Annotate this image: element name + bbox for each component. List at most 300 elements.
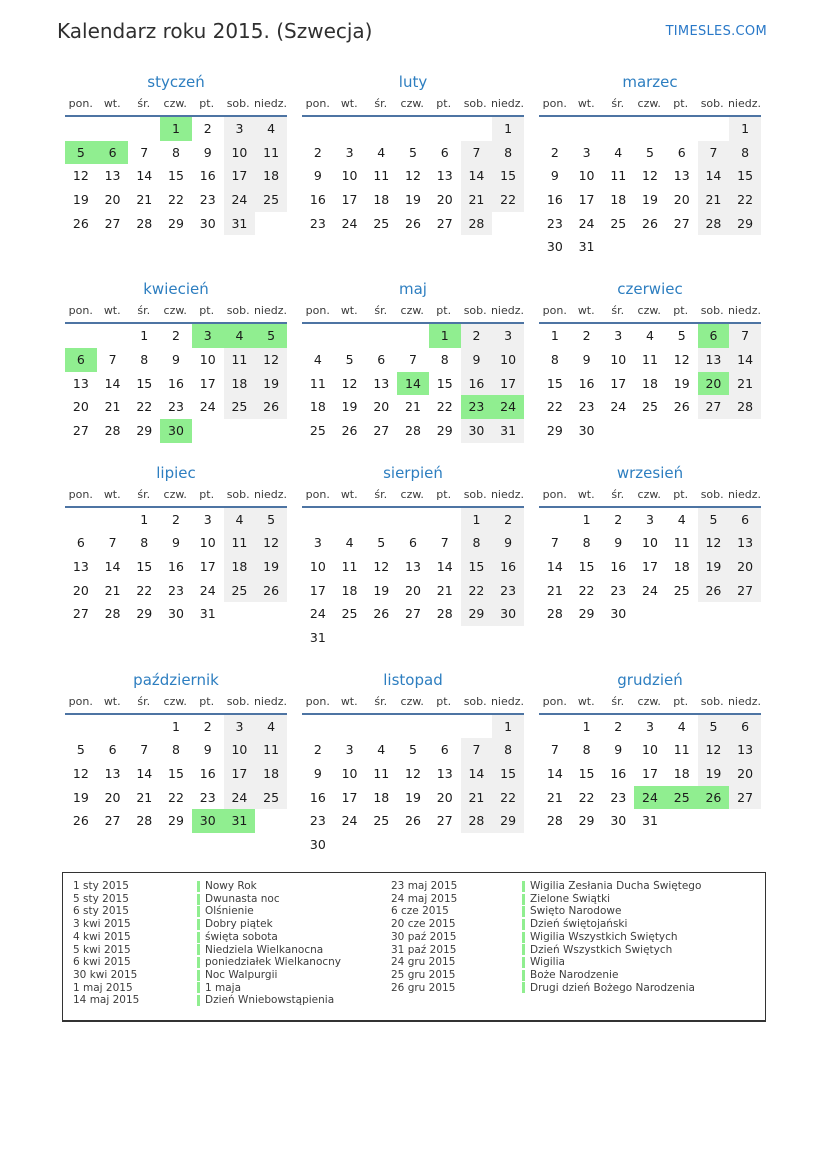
legend-holiday-label: Święto Narodowe bbox=[530, 905, 622, 918]
week-row bbox=[539, 715, 761, 739]
week-row bbox=[65, 579, 287, 603]
week-row bbox=[302, 833, 524, 857]
day-cell: 19 bbox=[341, 399, 358, 415]
day-cell: 13 bbox=[729, 531, 761, 555]
weekday-label: pt. bbox=[199, 694, 215, 708]
day-cell: 9 bbox=[492, 531, 524, 555]
day-cell: 23 bbox=[546, 215, 563, 231]
day-cell: 8 bbox=[492, 738, 524, 762]
day-cell: 21 bbox=[136, 789, 153, 805]
day-cell: 20 bbox=[673, 192, 690, 208]
legend-holiday-label: Noc Walpurgii bbox=[205, 968, 278, 981]
weekday-label: pt. bbox=[436, 487, 452, 501]
day-cell: 16 bbox=[461, 372, 493, 396]
day-cell: 18 bbox=[373, 789, 390, 805]
month-block-2 bbox=[302, 72, 524, 235]
legend-holiday-label: Boże Narodzenie bbox=[530, 968, 619, 981]
legend-date: 6 cze 2015 bbox=[391, 905, 449, 918]
day-cell: 30 bbox=[192, 809, 224, 833]
day-cell: 8 bbox=[140, 351, 149, 367]
month-title: sierpień bbox=[383, 463, 443, 482]
day-cell: 26 bbox=[341, 422, 358, 438]
day-cell: 14 bbox=[136, 168, 153, 184]
day-cell: 28 bbox=[136, 813, 153, 829]
day-cell: 22 bbox=[729, 188, 761, 212]
day-cell: 18 bbox=[309, 399, 326, 415]
day-cell: 18 bbox=[673, 558, 690, 574]
months-grid bbox=[65, 72, 761, 857]
week-row bbox=[302, 141, 524, 165]
day-cell: 12 bbox=[72, 766, 89, 782]
day-cell: 15 bbox=[729, 164, 761, 188]
week-row bbox=[539, 508, 761, 532]
week-row bbox=[539, 141, 761, 165]
day-cell: 24 bbox=[199, 399, 216, 415]
day-cell: 27 bbox=[698, 395, 730, 419]
weekday-label: niedz. bbox=[490, 487, 524, 501]
day-cell: 15 bbox=[168, 766, 184, 782]
day-cell: 25 bbox=[373, 813, 390, 829]
legend-date: 25 gru 2015 bbox=[391, 968, 456, 981]
day-cell: 29 bbox=[729, 212, 761, 236]
day-cell: 20 bbox=[104, 789, 121, 805]
day-cell: 12 bbox=[698, 531, 730, 555]
day-cell-empty bbox=[666, 602, 698, 626]
day-cell: 18 bbox=[255, 762, 287, 786]
month-title: grudzień bbox=[617, 670, 683, 689]
week-row bbox=[539, 348, 761, 372]
day-cell: 8 bbox=[172, 144, 180, 160]
week-row bbox=[65, 602, 287, 626]
week-row bbox=[539, 395, 761, 419]
day-cell: 24 bbox=[610, 399, 627, 415]
day-cell: 29 bbox=[436, 422, 453, 438]
holiday-marker-bar bbox=[522, 919, 525, 930]
day-cell: 18 bbox=[341, 582, 358, 598]
week-row bbox=[65, 117, 287, 141]
weekday-label: sob. bbox=[700, 694, 724, 708]
day-cell: 9 bbox=[313, 766, 322, 782]
month-block-3 bbox=[539, 72, 761, 259]
week-row bbox=[539, 235, 761, 259]
week-row bbox=[539, 809, 761, 833]
day-cell: 14 bbox=[436, 558, 453, 574]
weekday-label: czw. bbox=[637, 304, 661, 318]
week-row bbox=[302, 324, 524, 348]
weekday-label: czw. bbox=[637, 487, 661, 501]
day-cell: 2 bbox=[492, 508, 524, 532]
day-cell: 17 bbox=[642, 766, 658, 782]
legend-holiday-name bbox=[522, 982, 757, 995]
weekday-label: niedz. bbox=[490, 694, 524, 708]
day-cell: 9 bbox=[550, 168, 559, 184]
day-cell: 20 bbox=[104, 192, 121, 208]
day-cell: 23 bbox=[492, 579, 524, 603]
day-cell: 5 bbox=[677, 328, 686, 344]
day-cell: 24 bbox=[634, 786, 666, 810]
day-cell: 19 bbox=[72, 192, 89, 208]
day-cell: 25 bbox=[224, 395, 256, 419]
day-cell: 7 bbox=[140, 144, 149, 160]
month-block-9 bbox=[539, 463, 761, 626]
week-row bbox=[539, 188, 761, 212]
legend-holiday-name bbox=[197, 956, 391, 969]
day-cell: 4 bbox=[377, 144, 386, 160]
weekday-label: pt. bbox=[436, 304, 452, 318]
day-cell: 5 bbox=[76, 742, 85, 758]
weekday-label: niedz. bbox=[490, 304, 524, 318]
weekday-label: czw. bbox=[637, 694, 661, 708]
weekday-label: śr. bbox=[611, 97, 625, 110]
weekday-label: wt. bbox=[577, 304, 595, 318]
day-cell: 12 bbox=[642, 168, 658, 184]
week-row bbox=[302, 164, 524, 188]
weekday-label: wt. bbox=[577, 694, 595, 708]
day-cell: 1 bbox=[492, 715, 524, 739]
day-cell: 10 bbox=[309, 558, 326, 574]
week-row bbox=[65, 141, 287, 165]
day-cell: 28 bbox=[136, 215, 153, 231]
day-cell-empty bbox=[255, 419, 287, 443]
week-row bbox=[65, 419, 287, 443]
day-cell: 2 bbox=[614, 718, 623, 734]
day-cell: 7 bbox=[461, 141, 493, 165]
weekday-label: śr. bbox=[611, 487, 625, 501]
day-cell-empty bbox=[128, 117, 160, 141]
day-cell: 24 bbox=[199, 582, 216, 598]
day-cell-empty bbox=[97, 508, 129, 532]
weekday-label: śr. bbox=[137, 694, 151, 708]
weekday-label: pt. bbox=[436, 694, 452, 708]
day-cell-empty bbox=[397, 833, 429, 857]
day-cell: 16 bbox=[309, 789, 326, 805]
day-cell-empty bbox=[397, 715, 429, 739]
day-cell: 28 bbox=[461, 212, 493, 236]
day-cell: 31 bbox=[224, 809, 256, 833]
month-title: luty bbox=[398, 73, 428, 91]
day-cell: 13 bbox=[72, 375, 89, 391]
week-row bbox=[302, 117, 524, 141]
week-row bbox=[302, 555, 524, 579]
day-cell: 22 bbox=[492, 786, 524, 810]
day-cell: 1 bbox=[140, 511, 149, 527]
day-cell: 4 bbox=[677, 511, 686, 527]
weekday-label: wt. bbox=[340, 694, 358, 708]
day-cell: 29 bbox=[492, 809, 524, 833]
day-cell: 23 bbox=[610, 582, 627, 598]
day-cell: 29 bbox=[578, 813, 595, 829]
day-cell: 6 bbox=[440, 144, 449, 160]
day-cell: 2 bbox=[203, 121, 212, 136]
legend-holiday-name bbox=[197, 994, 391, 1007]
weekday-label: wt. bbox=[340, 304, 358, 318]
day-cell-empty bbox=[698, 235, 730, 259]
day-cell: 15 bbox=[492, 164, 524, 188]
week-row bbox=[65, 164, 287, 188]
week-row bbox=[65, 212, 287, 236]
day-cell: 30 bbox=[461, 419, 493, 443]
day-cell: 6 bbox=[440, 742, 449, 758]
week-row bbox=[302, 762, 524, 786]
day-cell: 28 bbox=[698, 212, 730, 236]
day-cell: 7 bbox=[108, 351, 117, 367]
day-cell: 22 bbox=[461, 579, 493, 603]
day-cell: 20 bbox=[72, 399, 89, 415]
day-cell: 14 bbox=[104, 558, 121, 574]
holiday-marker-bar bbox=[197, 982, 200, 993]
day-cell: 5 bbox=[345, 351, 354, 367]
day-cell: 26 bbox=[255, 579, 287, 603]
day-cell: 21 bbox=[729, 372, 761, 396]
day-cell: 9 bbox=[614, 742, 623, 758]
day-cell: 20 bbox=[698, 372, 730, 396]
day-cell: 31 bbox=[492, 419, 524, 443]
legend-holiday-label: poniedziałek Wielkanocny bbox=[205, 956, 342, 969]
week-row bbox=[65, 738, 287, 762]
day-cell: 16 bbox=[168, 375, 184, 391]
page-header bbox=[57, 18, 767, 44]
month-title: czerwiec bbox=[617, 280, 683, 299]
month-title: lipiec bbox=[156, 463, 196, 482]
day-cell: 2 bbox=[582, 328, 591, 344]
month-block-7 bbox=[65, 463, 287, 626]
day-cell-empty bbox=[492, 212, 524, 236]
day-cell: 15 bbox=[492, 762, 524, 786]
day-cell: 17 bbox=[224, 164, 256, 188]
day-cell: 2 bbox=[461, 324, 493, 348]
month-title: styczeń bbox=[147, 73, 205, 91]
day-cell-empty bbox=[65, 508, 97, 532]
day-cell: 8 bbox=[140, 535, 149, 551]
day-cell: 26 bbox=[405, 813, 421, 829]
day-cell: 11 bbox=[673, 535, 690, 551]
day-cell: 26 bbox=[72, 813, 89, 829]
weekday-label: pon. bbox=[68, 97, 93, 110]
day-cell: 27 bbox=[72, 422, 89, 438]
day-cell: 14 bbox=[104, 375, 121, 391]
day-cell: 18 bbox=[224, 555, 256, 579]
legend-holiday-label: Dzień Wszystkich Świętych bbox=[530, 943, 673, 956]
day-cell: 22 bbox=[136, 399, 153, 415]
day-cell: 19 bbox=[405, 789, 421, 805]
week-row bbox=[65, 324, 287, 348]
day-cell-empty bbox=[539, 117, 571, 141]
day-cell-empty bbox=[634, 117, 666, 141]
day-cell: 17 bbox=[610, 375, 627, 391]
day-cell: 7 bbox=[729, 324, 761, 348]
day-cell: 20 bbox=[729, 555, 761, 579]
weekday-label: pon. bbox=[542, 487, 567, 501]
day-cell: 28 bbox=[104, 606, 121, 622]
weekday-label: wt. bbox=[577, 97, 595, 110]
week-row bbox=[539, 164, 761, 188]
day-cell-empty bbox=[302, 715, 334, 739]
day-cell: 30 bbox=[160, 419, 192, 443]
day-cell-empty bbox=[666, 235, 698, 259]
day-cell: 17 bbox=[224, 762, 256, 786]
day-cell-empty bbox=[729, 809, 761, 833]
day-cell: 22 bbox=[578, 789, 595, 805]
day-cell: 9 bbox=[614, 535, 623, 551]
day-cell: 12 bbox=[341, 375, 358, 391]
legend-holiday-label: Dwunasta noc bbox=[205, 892, 280, 905]
day-cell: 21 bbox=[461, 786, 493, 810]
day-cell: 30 bbox=[610, 606, 627, 622]
day-cell: 4 bbox=[377, 742, 386, 758]
legend-date: 14 maj 2015 bbox=[73, 994, 140, 1007]
weekday-label: pon. bbox=[542, 694, 567, 708]
day-cell: 5 bbox=[698, 715, 730, 739]
holiday-marker-bar bbox=[197, 919, 200, 930]
day-cell: 2 bbox=[550, 144, 559, 160]
legend-date: 31 paź 2015 bbox=[391, 943, 457, 956]
day-cell: 31 bbox=[199, 606, 216, 622]
day-cell: 14 bbox=[461, 164, 493, 188]
day-cell: 9 bbox=[582, 351, 591, 367]
legend-holiday-name bbox=[522, 969, 757, 982]
day-cell: 19 bbox=[373, 582, 390, 598]
weekday-label: śr. bbox=[137, 487, 151, 501]
weekday-label: czw. bbox=[163, 304, 187, 318]
day-cell: 29 bbox=[168, 215, 184, 231]
day-cell: 16 bbox=[492, 555, 524, 579]
day-cell: 11 bbox=[224, 531, 256, 555]
day-cell-empty bbox=[97, 117, 129, 141]
day-cell: 24 bbox=[341, 813, 358, 829]
day-cell: 21 bbox=[546, 582, 563, 598]
day-cell: 4 bbox=[224, 508, 256, 532]
day-cell: 20 bbox=[72, 582, 89, 598]
weekday-label: niedz. bbox=[253, 304, 287, 318]
day-cell: 28 bbox=[546, 606, 563, 622]
day-cell: 6 bbox=[65, 348, 97, 372]
day-cell: 12 bbox=[255, 348, 287, 372]
day-cell: 19 bbox=[673, 375, 690, 391]
weekday-label: wt. bbox=[103, 694, 121, 708]
day-cell: 21 bbox=[405, 399, 421, 415]
day-cell: 15 bbox=[168, 168, 184, 184]
holiday-marker-bar bbox=[522, 982, 525, 993]
legend-holiday-label: Dobry piątek bbox=[205, 918, 273, 931]
day-cell: 3 bbox=[345, 742, 354, 758]
day-cell: 23 bbox=[199, 789, 216, 805]
day-cell-empty bbox=[255, 809, 287, 833]
weekday-label: niedz. bbox=[253, 97, 287, 110]
day-cell: 11 bbox=[373, 766, 390, 782]
weekday-label: niedz. bbox=[727, 304, 761, 318]
weekday-label: niedz. bbox=[253, 487, 287, 501]
day-cell: 17 bbox=[309, 582, 326, 598]
legend-holiday-label: Olśnienie bbox=[205, 905, 254, 918]
legend-holiday-name bbox=[522, 893, 757, 906]
day-cell-empty bbox=[461, 833, 493, 857]
day-cell-empty bbox=[666, 809, 698, 833]
day-cell: 19 bbox=[405, 192, 421, 208]
day-cell: 3 bbox=[646, 718, 654, 734]
day-cell: 23 bbox=[578, 399, 595, 415]
day-cell-empty bbox=[571, 117, 603, 141]
day-cell-empty bbox=[729, 602, 761, 626]
day-cell: 10 bbox=[224, 738, 256, 762]
week-row bbox=[302, 531, 524, 555]
legend-date: 3 kwi 2015 bbox=[73, 918, 131, 931]
day-cell: 21 bbox=[546, 789, 563, 805]
month-title: październik bbox=[133, 670, 219, 689]
weekday-label: sob. bbox=[463, 304, 487, 318]
day-cell-empty bbox=[365, 324, 397, 348]
day-cell: 16 bbox=[546, 192, 563, 208]
day-cell-empty bbox=[729, 419, 761, 443]
day-cell-empty bbox=[97, 324, 129, 348]
legend-date: 6 sty 2015 bbox=[73, 905, 129, 918]
day-cell: 8 bbox=[461, 531, 493, 555]
day-cell: 5 bbox=[698, 508, 730, 532]
day-cell-empty bbox=[602, 117, 634, 141]
weekday-header-row bbox=[65, 694, 287, 715]
day-cell: 1 bbox=[550, 328, 559, 344]
day-cell: 26 bbox=[255, 395, 287, 419]
weekday-label: wt. bbox=[103, 97, 121, 110]
week-row bbox=[302, 786, 524, 810]
week-row bbox=[302, 809, 524, 833]
month-block-4 bbox=[65, 279, 287, 442]
weekday-label: sob. bbox=[700, 487, 724, 501]
day-cell: 14 bbox=[397, 372, 429, 396]
day-cell-empty bbox=[397, 626, 429, 650]
day-cell: 25 bbox=[341, 606, 358, 622]
legend-holiday-name bbox=[522, 918, 757, 931]
legend-holiday-name bbox=[522, 994, 757, 1007]
week-row bbox=[302, 579, 524, 603]
legend-holiday-name bbox=[522, 905, 757, 918]
holiday-marker-bar bbox=[522, 894, 525, 905]
holiday-marker-bar bbox=[197, 944, 200, 955]
weekday-label: czw. bbox=[400, 487, 424, 501]
brand-link[interactable]: TIMESLES.COM bbox=[665, 24, 767, 39]
day-cell: 9 bbox=[313, 168, 322, 184]
legend-holiday-name bbox=[197, 893, 391, 906]
day-cell-empty bbox=[461, 117, 493, 141]
day-cell: 19 bbox=[698, 762, 730, 786]
day-cell: 8 bbox=[729, 141, 761, 165]
day-cell-empty bbox=[65, 324, 97, 348]
weekday-header-row bbox=[302, 487, 524, 508]
day-cell: 3 bbox=[313, 535, 322, 551]
day-cell: 5 bbox=[255, 508, 287, 532]
day-cell: 10 bbox=[199, 351, 216, 367]
day-cell: 25 bbox=[373, 215, 390, 231]
day-cell: 6 bbox=[76, 535, 85, 551]
week-row bbox=[539, 579, 761, 603]
month-block-11 bbox=[302, 670, 524, 857]
weekday-label: śr. bbox=[374, 487, 388, 501]
day-cell: 8 bbox=[440, 351, 449, 367]
day-cell: 15 bbox=[461, 555, 493, 579]
week-row bbox=[539, 762, 761, 786]
day-cell: 12 bbox=[405, 168, 421, 184]
day-cell: 13 bbox=[373, 375, 390, 391]
day-cell: 27 bbox=[436, 215, 453, 231]
holiday-legend bbox=[62, 872, 766, 1022]
day-cell-empty bbox=[365, 715, 397, 739]
holiday-marker-bar bbox=[522, 944, 525, 955]
day-cell: 11 bbox=[373, 168, 390, 184]
day-cell: 21 bbox=[104, 399, 121, 415]
day-cell: 10 bbox=[199, 535, 216, 551]
week-row bbox=[302, 372, 524, 396]
day-cell: 28 bbox=[405, 422, 421, 438]
day-cell-empty bbox=[634, 602, 666, 626]
